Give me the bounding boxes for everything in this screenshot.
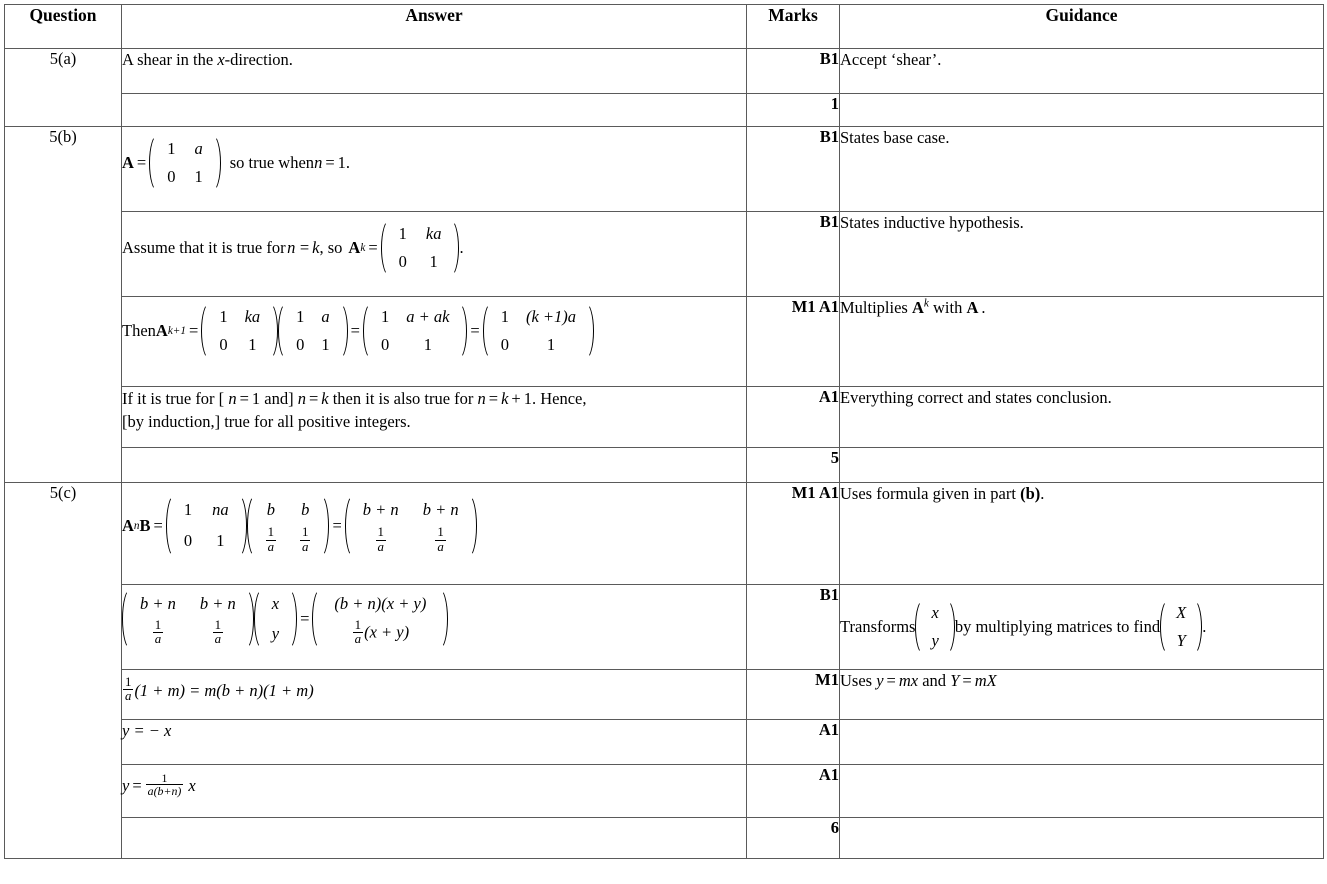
column-header-guidance: Guidance (840, 5, 1324, 49)
guidance-cell-5b-1: States base case. (840, 127, 1324, 212)
question-label-5a: 5(a) (5, 49, 122, 127)
marks-cell-5b-2: B1 (747, 212, 840, 297)
matrix-product-result: 1 a + ak 0 1 (363, 301, 467, 361)
answer-cell-5b-1 (122, 127, 747, 212)
table-row (5, 585, 1324, 670)
table-row (5, 387, 1324, 448)
answer-cell-5b-3 (122, 297, 747, 387)
answer-text: A shear in the x-direction. (122, 50, 293, 69)
paren-left-icon (345, 493, 356, 559)
answer-cell-5c-4 (122, 720, 747, 765)
paren-left-icon (312, 587, 323, 651)
guidance-cell-5c-1: Uses formula given in part (b). (840, 483, 1324, 585)
guidance-cell-5c-3: Uses y = mx and Y = mX (840, 670, 1324, 720)
fraction-one-over-a: $\frac{1}{a}$ (214, 617, 222, 647)
guidance-cell-5c-2 (840, 585, 1324, 670)
marks-total-5b: 5 (747, 448, 840, 483)
paren-right-icon (243, 587, 254, 651)
paren-left-icon (381, 218, 392, 278)
paren-left-icon (166, 493, 177, 559)
paren-right-icon (456, 301, 467, 361)
answer-cell-5b-4 (122, 387, 747, 448)
fraction-one-over-a: $\frac{1}{a}$ (437, 525, 444, 554)
paren-right-icon (236, 493, 247, 559)
paren-left-icon (278, 301, 289, 361)
table-row (5, 49, 1324, 94)
equation-y-eq-frac-x: y = $\frac{1}{a(b+n)}$ x (122, 770, 196, 799)
answer-cell-5b-2 (122, 212, 747, 297)
paren-right-icon (286, 587, 297, 651)
table-row (5, 483, 1324, 585)
answer-cell-5c-2 (122, 585, 747, 670)
paren-right-icon (1191, 598, 1202, 656)
paren-right-icon (210, 133, 221, 193)
table-row (5, 297, 1324, 387)
answer-cell-5a-total (122, 94, 747, 127)
vector-xy: x y (915, 598, 954, 656)
equation-inductive-hypothesis: Assume that it is true for n = k , so A k = 1 ka 0 1 . (122, 212, 746, 278)
marks-cell-5b-1: B1 (747, 127, 840, 212)
paren-left-icon (122, 587, 133, 651)
matrix-A: 1 a 0 1 (149, 133, 221, 193)
paren-left-icon (247, 493, 258, 559)
paren-right-icon (267, 301, 278, 361)
equation-y-eq-minus-x: y = − x (122, 721, 172, 740)
column-header-marks: Marks (747, 5, 840, 49)
marks-cell-5b-4: A1 (747, 387, 840, 448)
equation-induction-step: Then A k+1 = 1 ka 0 1 1 a 0 1 = 1 a + ak 0 1 = 1 (k +1)a 0 1 (122, 297, 746, 361)
fraction-times-xy: $\frac{1}{a}$ (x + y) (354, 617, 410, 647)
fraction-one-over-a: $\frac{1}{a}$ (125, 674, 132, 703)
equation-vector-transform: b + n b + n $\frac{1}{a}$ $\frac{1}{a}$ x y = (b + n)(x + y) $\frac{1}{a}$ (x + y) (122, 585, 746, 651)
table-row (5, 720, 1324, 765)
paren-left-icon (483, 301, 494, 361)
matrix-A-n: 1 na 0 1 (166, 493, 247, 559)
table-row (5, 818, 1324, 859)
paren-right-icon (437, 587, 448, 651)
equation-AnB: A n B = 1 na 0 1 b b $\frac{1}{a}$ $\frac{1}{a}$ = b + n b + n $\frac{1}{a}$ $\frac{1}{a}$ (122, 483, 746, 559)
marks-cell-5c-1: M1 A1 (747, 483, 840, 585)
guidance-cell-5b-total (840, 448, 1324, 483)
mark-scheme-table (4, 4, 1324, 859)
guidance-cell-5c-4 (840, 720, 1324, 765)
fraction-one-over-abn: $\frac{1}{a(b+n)}$ (147, 770, 182, 799)
guidance-cell-5a-1: Accept ‘shear’. (840, 49, 1324, 94)
matrix-final-result: 1 (k +1)a 0 1 (483, 301, 594, 361)
paren-left-icon (363, 301, 374, 361)
guidance-cell-5c-5 (840, 765, 1324, 818)
paren-right-icon (583, 301, 594, 361)
matrix-AnB-result: b + n b + n $\frac{1}{a}$ $\frac{1}{a}$ (345, 493, 477, 559)
marks-cell-5c-3: M1 (747, 670, 840, 720)
fraction-one-over-a: $\frac{1}{a}$ (302, 525, 309, 554)
table-row (5, 670, 1324, 720)
guidance-cell-5a-total (840, 94, 1324, 127)
answer-cell-5b-total (122, 448, 747, 483)
answer-cell-5c-3 (122, 670, 747, 720)
table-row (5, 212, 1324, 297)
table-row (5, 94, 1324, 127)
marks-total-5a: 1 (747, 94, 840, 127)
paren-right-icon (466, 493, 477, 559)
matrix-A-k: 1 ka 0 1 (381, 218, 460, 278)
question-label-5c: 5(c) (5, 483, 122, 859)
marks-cell-5c-2: B1 (747, 585, 840, 670)
paren-right-icon (318, 493, 329, 559)
marks-cell-5a-1: B1 (747, 49, 840, 94)
fraction-one-over-a: $\frac{1}{a}$ (377, 525, 384, 554)
matrix-B: b b $\frac{1}{a}$ $\frac{1}{a}$ (247, 493, 330, 559)
vector-XY: X Y (1160, 598, 1202, 656)
paren-right-icon (448, 218, 459, 278)
table-row (5, 765, 1324, 818)
vector-xy: x y (254, 587, 297, 651)
answer-cell-5a-1 (122, 49, 747, 94)
fraction-one-over-a: $\frac{1}{a}$ (154, 617, 162, 647)
answer-cell-5c-5 (122, 765, 747, 818)
table-row (5, 448, 1324, 483)
matrix-transform: b + n b + n $\frac{1}{a}$ $\frac{1}{a}$ (122, 587, 254, 651)
matrix-A-k-step: 1 ka 0 1 (201, 301, 278, 361)
table-row (5, 127, 1324, 212)
column-header-answer: Answer (122, 5, 747, 49)
guidance-cell-5b-3: Multiplies $A^k$ with A . (840, 297, 1324, 387)
fraction-one-over-a: $\frac{1}{a}$ (267, 525, 275, 554)
column-header-question: Question (5, 5, 122, 49)
guidance-transform-text: Transforms x y by multiplying matrices to find X Y . (840, 598, 1323, 656)
paren-left-icon (915, 598, 926, 656)
marks-total-5c: 6 (747, 818, 840, 859)
table-header-row (5, 5, 1324, 49)
guidance-cell-5b-4: Everything correct and states conclusion. (840, 387, 1324, 448)
answer-cell-5c-total (122, 818, 747, 859)
paren-left-icon (201, 301, 212, 361)
conclusion-text: If it is true for [ n = 1 and] n = k then it is also true for n = k + 1. Hence, [by induction,] true for all positive integers. (122, 389, 587, 432)
marks-cell-5c-4: A1 (747, 720, 840, 765)
equation-gradient: $\frac{1}{a}$ (1 + m) = m(b + n)(1 + m) (125, 674, 314, 703)
matrix-A-step: 1 a 0 1 (278, 301, 348, 361)
equation-base-case: A = 1 a 0 1 so true when n = 1 . (122, 127, 746, 193)
guidance-cell-5c-total (840, 818, 1324, 859)
paren-left-icon (149, 133, 160, 193)
paren-left-icon (254, 587, 265, 651)
guidance-cell-5b-2: States inductive hypothesis. (840, 212, 1324, 297)
marks-cell-5b-3: M1 A1 (747, 297, 840, 387)
vector-result: (b + n)(x + y) $\frac{1}{a}$ (x + y) (312, 587, 448, 651)
marks-cell-5c-5: A1 (747, 765, 840, 818)
question-label-5b: 5(b) (5, 127, 122, 483)
answer-cell-5c-1 (122, 483, 747, 585)
paren-right-icon (944, 598, 955, 656)
paren-left-icon (1160, 598, 1171, 656)
paren-right-icon (337, 301, 348, 361)
